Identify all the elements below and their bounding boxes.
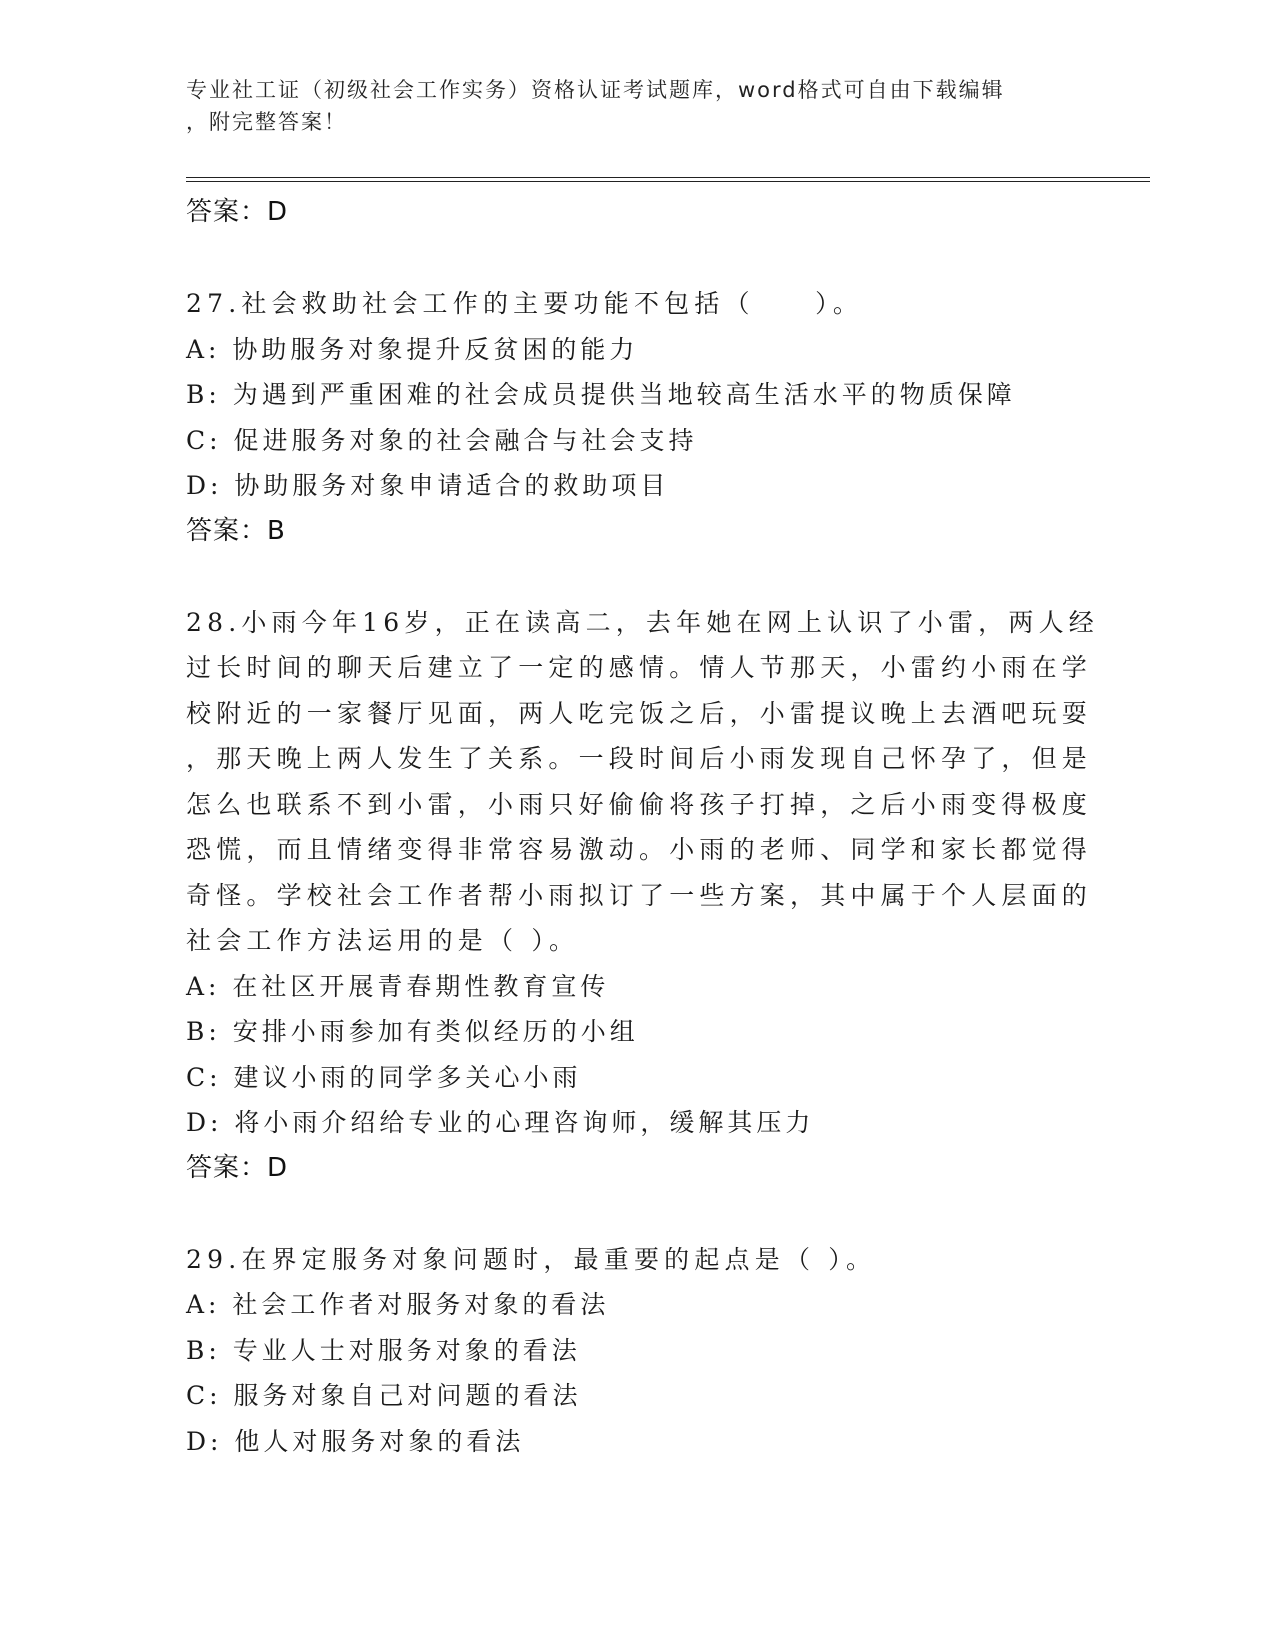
option-a: A: 社会工作者对服务对象的看法 — [186, 1290, 610, 1319]
question-28 — [186, 600, 1099, 1190]
question-stem-line: ，那天晚上两人发生了关系。一段时间后小雨发现自己怀孕了，但是 — [186, 744, 1093, 773]
question-stem: 29.在界定服务对象问题时，最重要的起点是（ ）。 — [186, 1244, 877, 1274]
option-a: A: 在社区开展青春期性教育宣传 — [186, 971, 610, 1001]
option-d: D: 协助服务对象申请适合的救助项目 — [186, 471, 670, 500]
question-stem-line: 校附近的一家餐厅见面，两人吃完饭之后，小雷提议晚上去酒吧玩耍 — [186, 698, 1093, 728]
header-divider-bottom — [186, 181, 1150, 182]
option-c: C: 服务对象自己对问题的看法 — [186, 1381, 582, 1410]
header-line-1: 专业社工证（初级社会工作实务）资格认证考试题库，word格式可自由下载编辑 — [186, 78, 1005, 102]
answer: 答案：D — [186, 1152, 289, 1183]
header-line-2: ，附完整答案！ — [186, 110, 347, 134]
option-d: D: 他人对服务对象的看法 — [186, 1426, 525, 1456]
question-stem-line: 过长时间的聊天后建立了一定的感情。情人节那天，小雷约小雨在学 — [186, 653, 1093, 682]
question-stem-line: 28.小雨今年16岁，正在读高二，去年她在网上认识了小雷，两人经 — [186, 607, 1099, 637]
question-stem-line: 怎么也联系不到小雷，小雨只好偷偷将孩子打掉，之后小雨变得极度 — [186, 789, 1093, 819]
option-b: B: 安排小雨参加有类似经历的小组 — [186, 1017, 639, 1046]
question-stem-line: 奇怪。学校社会工作者帮小雨拟订了一些方案，其中属于个人层面的 — [186, 880, 1093, 910]
option-c: C: 建议小雨的同学多关心小雨 — [186, 1062, 582, 1092]
option-a: A: 协助服务对象提升反贫困的能力 — [186, 334, 639, 364]
question-list — [186, 190, 1099, 1464]
question-29 — [186, 1237, 1086, 1465]
option-b: B: 专业人士对服务对象的看法 — [186, 1335, 581, 1365]
previous-answer: 答案：D — [186, 197, 289, 227]
header-divider-top — [186, 177, 1150, 178]
question-27 — [186, 281, 1086, 553]
answer: 答案：B — [186, 515, 286, 546]
option-c: C: 促进服务对象的社会融合与社会支持 — [186, 425, 698, 455]
page-header — [186, 74, 1066, 138]
spacer — [186, 553, 1086, 600]
question-stem-line: 社会工作方法运用的是（ ）。 — [186, 926, 580, 955]
option-d: D: 将小雨介绍给专业的心理咨询师，缓解其压力 — [186, 1108, 815, 1137]
question-stem: 27.社会救助社会工作的主要功能不包括（ ）。 — [186, 289, 864, 318]
question-stem-line: 恐慌，而且情绪变得非常容易激动。小雨的老师、同学和家长都觉得 — [186, 835, 1093, 864]
spacer — [186, 1190, 1086, 1237]
spacer — [186, 234, 1086, 281]
option-b: B: 为遇到严重困难的社会成员提供当地较高生活水平的物质保障 — [186, 380, 1016, 409]
